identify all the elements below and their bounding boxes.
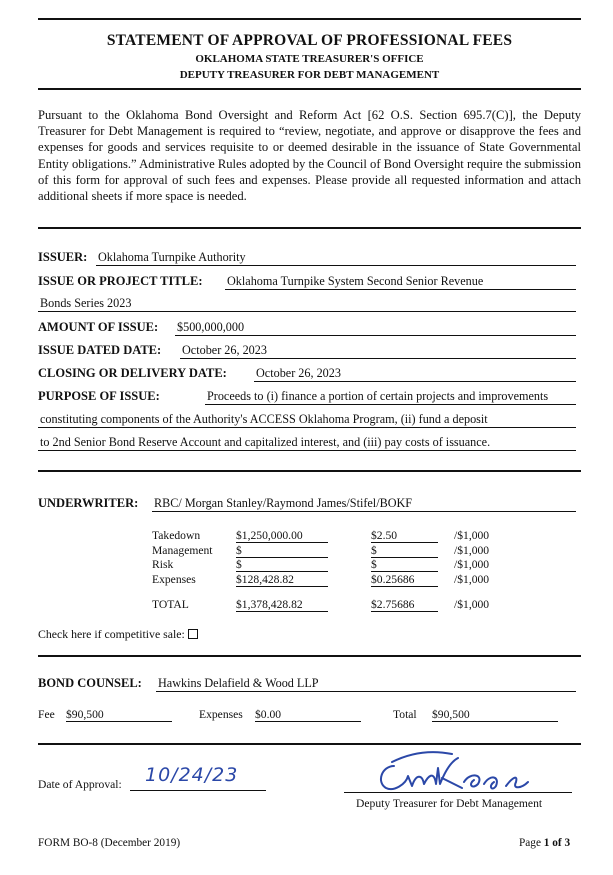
fee-row-unit: /$1,000	[454, 529, 490, 542]
total-per: $2.75686	[371, 598, 438, 612]
form-number: FORM BO-8 (December 2019)	[38, 837, 181, 849]
total-counsel-label: Total	[393, 708, 417, 721]
office-name: OKLAHOMA STATE TREASURER'S OFFICE	[195, 53, 424, 65]
total-unit: /$1,000	[454, 598, 490, 611]
approval-date-handwritten: 10/24/23	[145, 764, 239, 786]
closing-label: CLOSING OR DELIVERY DATE:	[38, 366, 227, 380]
approval-date-label: Date of Approval:	[38, 778, 122, 791]
department-name: DEPUTY TREASURER FOR DEBT MANAGEMENT	[179, 69, 440, 81]
fee-row-name: Management	[152, 544, 213, 557]
issuer-field: Oklahoma Turnpike Authority	[96, 250, 576, 266]
amount-label: AMOUNT OF ISSUE:	[38, 320, 159, 334]
dated-label: ISSUE DATED DATE:	[38, 343, 162, 357]
header-rule	[38, 88, 581, 90]
purpose-label: PURPOSE OF ISSUE:	[38, 389, 160, 403]
underwriter-rule	[38, 655, 581, 657]
fee-row-amount: $	[236, 558, 328, 572]
fee-row-unit: /$1,000	[454, 558, 490, 571]
fee-row-amount: $	[236, 544, 328, 558]
fee-row-name: Expenses	[152, 573, 196, 586]
fee-row-name: Risk	[152, 558, 174, 571]
fee-row-amount: $128,428.82	[236, 573, 328, 587]
page-number: Page 1 of 3	[519, 837, 571, 849]
counsel-rule	[38, 743, 581, 745]
fee-row-per: $2.50	[371, 529, 438, 543]
fee-row-per: $	[371, 544, 438, 558]
fee-row-per: $	[371, 558, 438, 572]
purpose-field-line3: to 2nd Senior Bond Reserve Account and capitalized interest, and (iii) pay costs of issuance.	[38, 435, 576, 451]
purpose-field-line1: Proceeds to (i) finance a portion of certain projects and improvements	[205, 389, 576, 405]
signature-image	[372, 748, 582, 796]
fee-label: Fee	[38, 708, 55, 721]
expenses-label: Expenses	[199, 708, 243, 721]
underwriter-label: UNDERWRITER:	[38, 496, 139, 510]
title-label: ISSUE OR PROJECT TITLE:	[38, 274, 203, 288]
issuer-label: ISSUER:	[38, 250, 88, 264]
top-rule	[38, 18, 581, 20]
title-field-line2: Bonds Series 2023	[38, 296, 576, 312]
bond-counsel-label: BOND COUNSEL:	[38, 676, 142, 690]
total-label: TOTAL	[152, 598, 189, 611]
fee-row-amount: $1,250,000.00	[236, 529, 328, 543]
competitive-sale-label: Check here if competitive sale:	[38, 627, 185, 641]
closing-field: October 26, 2023	[254, 366, 576, 382]
dated-field: October 26, 2023	[180, 343, 576, 359]
expenses-value: $0.00	[255, 708, 361, 722]
form-title: STATEMENT OF APPROVAL OF PROFESSIONAL FEES	[106, 32, 513, 49]
fee-row-name: Takedown	[152, 529, 201, 542]
signature-title: Deputy Treasurer for Debt Management	[356, 797, 543, 810]
fee-row-unit: /$1,000	[454, 573, 490, 586]
amount-field: $500,000,000	[175, 320, 576, 336]
fee-value: $90,500	[66, 708, 172, 722]
purpose-field-line2: constituting components of the Authority's ACCESS Oklahoma Program, (ii) fund a deposit	[38, 412, 576, 428]
intro-rule	[38, 227, 581, 229]
intro-paragraph: Pursuant to the Oklahoma Bond Oversight and Reform Act [62 O.S. Section 695.7(C)], the Deputy Treasurer for Debt Management is required to “review, negotiate, and approve or disapprove the fees and expenses for goods and services requisite to or deemed desirable in the issuance of State Governmental Entity obligations.” Administrative Rules adopted by the Council of Bond Oversight require the submission of this form for approval of such fees and expenses. Please provide all requested information and attach additional sheets if more space is needed.	[38, 108, 581, 204]
title-field-line1: Oklahoma Turnpike System Second Senior Revenue	[225, 274, 576, 290]
total-amount: $1,378,428.82	[236, 598, 328, 612]
competitive-sale	[38, 627, 198, 642]
issue-rule	[38, 470, 581, 472]
underwriter-field: RBC/ Morgan Stanley/Raymond James/Stifel/BOKF	[152, 496, 576, 512]
fee-row-per: $0.25686	[371, 573, 438, 587]
bond-counsel-field: Hawkins Delafield & Wood LLP	[156, 676, 576, 692]
total-counsel-value: $90,500	[432, 708, 558, 722]
competitive-sale-checkbox[interactable]	[188, 629, 198, 639]
fee-row-unit: /$1,000	[454, 544, 490, 557]
